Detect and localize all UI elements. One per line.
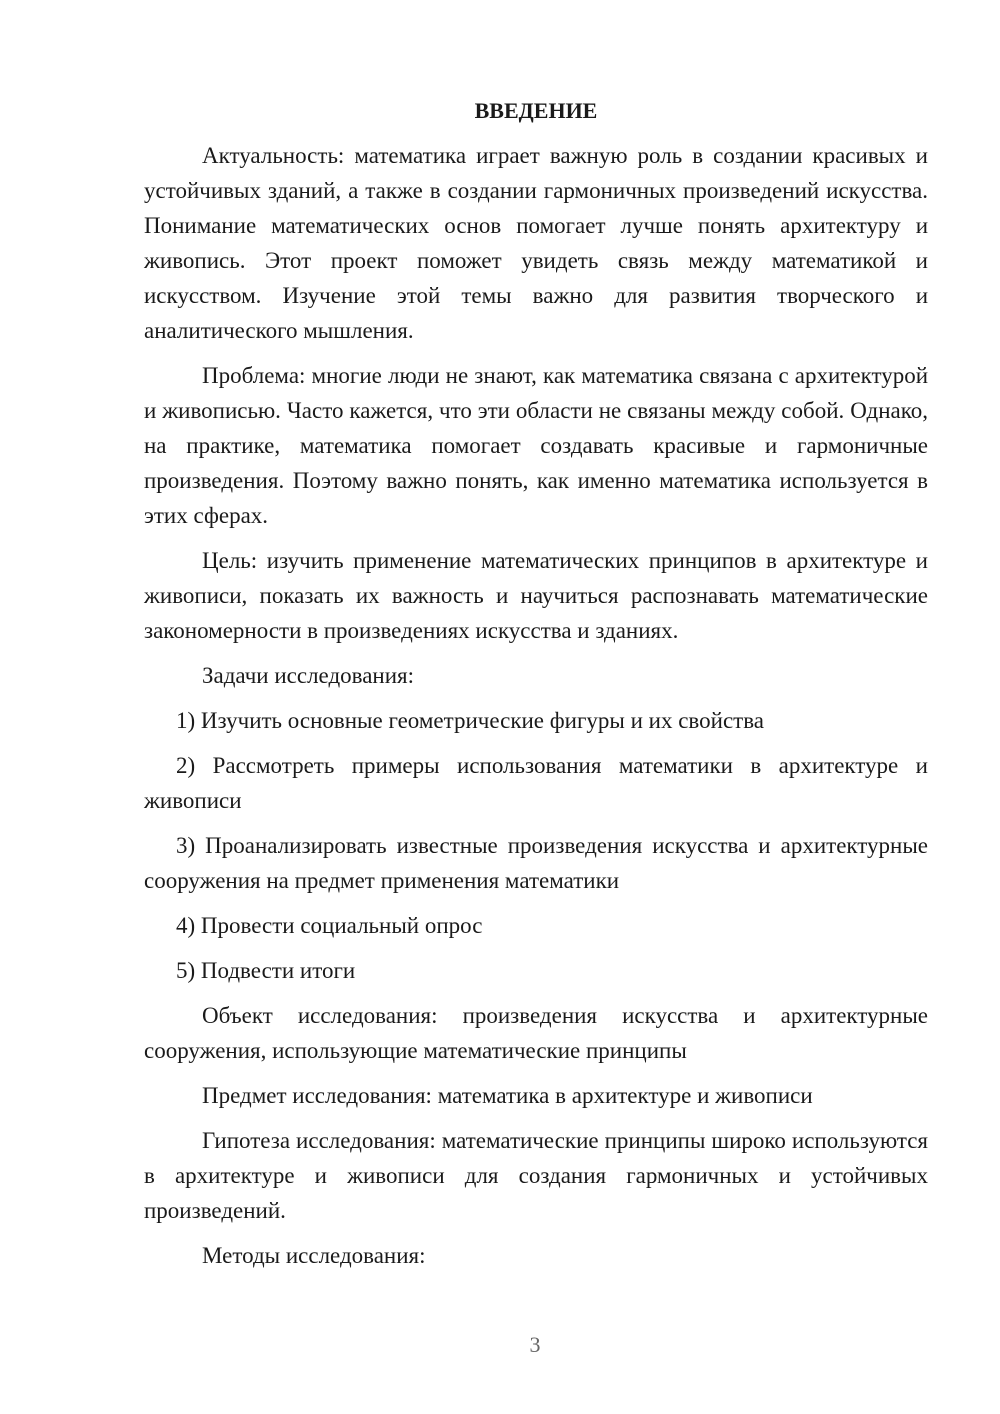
tasks-intro-paragraph: Задачи исследования: (202, 663, 415, 688)
methods-paragraph: Методы исследования: (202, 1243, 426, 1268)
section-heading: ВВЕДЕНИЕ (474, 98, 598, 123)
relevance-paragraph: Актуальность: математика играет важную роль в создании красивых и устойчивых зданий, а также в создании гармоничных произведений искусства. Понимание математических основ помогает лучше понять архитектуру и живопись. Этот проект поможет увидеть связь между математикой и искусством. Изучение этой темы важно для развития творческого и аналитического мышления. (144, 143, 928, 343)
object-paragraph: Объект исследования: произведения искусства и архитектурные сооружения, использующие математические принципы (144, 1003, 928, 1063)
problem-paragraph: Проблема: многие люди не знают, как математика связана с архитектурой и живописью. Часто кажется, что эти области не связаны между собой. Однако, на практике, математика помогает создавать красивые и гармоничные произведения. Поэтому важно понять, как именно математика используется в этих сферах. (144, 363, 928, 528)
task-item: 5) Подвести итоги (176, 958, 356, 983)
subject-paragraph: Предмет исследования: математика в архитектуре и живописи (202, 1083, 813, 1108)
hypothesis-paragraph: Гипотеза исследования: математические принципы широко используются в архитектуре и живописи для создания гармоничных и устойчивых произведений. (144, 1128, 928, 1223)
task-item: 4) Провести социальный опрос (176, 913, 483, 938)
page-body (144, 94, 928, 1283)
task-item: 1) Изучить основные геометрические фигуры и их свойства (176, 708, 764, 733)
task-item: 2) Рассмотреть примеры использования математики в архитектуре и живописи (144, 753, 928, 813)
goal-paragraph: Цель: изучить применение математических принципов в архитектуре и живописи, показать их важность и научиться распознавать математические закономерности в произведениях искусства и зданиях. (144, 548, 928, 643)
task-item: 3) Проанализировать известные произведения искусства и архитектурные сооружения на предмет применения математики (144, 833, 928, 893)
page-number: 3 (529, 1332, 541, 1357)
